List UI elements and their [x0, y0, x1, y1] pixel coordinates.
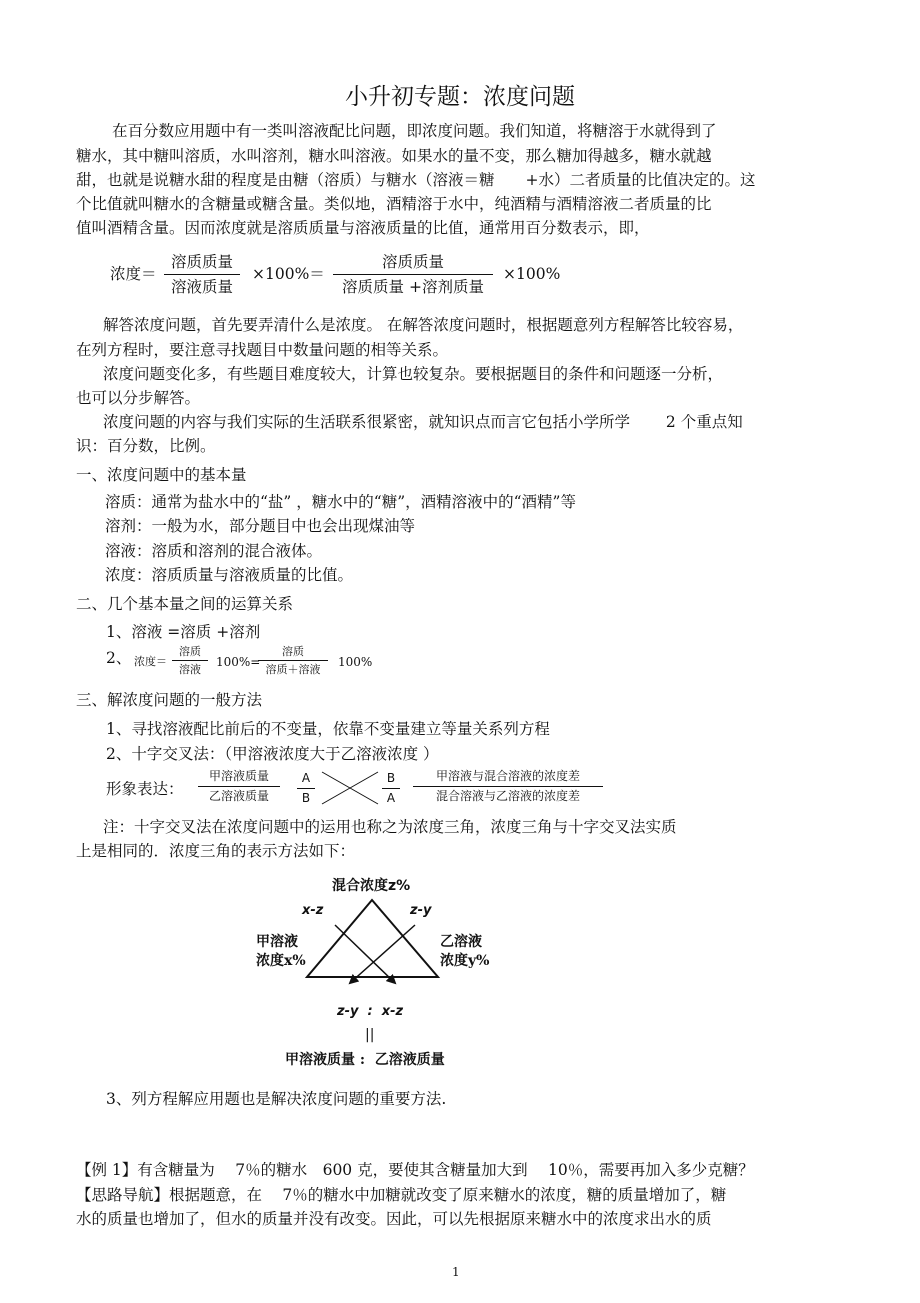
fraction-denominator: 乙溶液质量 [208, 789, 269, 803]
paragraph-line: 浓度问题的内容与我们实际的生活联系很紧密，就知识点而言它包括小学所学 2 个重点知 [103, 413, 743, 431]
mix-concentration-label: 混合浓度z% [332, 878, 411, 894]
intro-line: 个比值就叫糖水的含糖量或糖含量。类似地，酒精溶于水中，纯酒精与酒精溶液二者质量的比 [76, 195, 712, 213]
small-formula-lhs: 浓度＝ [134, 655, 167, 668]
note-line: 注：十字交叉法在浓度问题中的运用也称之为浓度三角，浓度三角与十字交叉法实质 [103, 818, 677, 836]
section-heading: 二、几个基本量之间的运算关系 [76, 595, 294, 613]
difference-ratio: z-y : x-z [337, 1004, 404, 1019]
fraction-numerator: 溶质 [172, 645, 208, 661]
method-item: 2、十字交叉法：（甲溶液浓度大于乙溶液浓度 ） [106, 745, 439, 763]
formula-lhs: 浓度＝ [110, 265, 157, 283]
intro-line: 在百分数应用题中有一类叫溶液配比问题，即浓度问题。我们知道，将糖溶于水就得到了 [112, 122, 717, 140]
triangle-svg [250, 870, 520, 1080]
definition-item: 溶质：通常为盐水中的“盐” ，糖水中的“糖”，酒精溶液中的“酒精”等 [105, 493, 576, 511]
small-fraction-1 [172, 645, 208, 676]
example-question: 【例 1】有含糖量为 7％的糖水 600 克，要使其含糖量加大到 10％，需要再加入多少克糖？ [76, 1161, 754, 1179]
relation-label: 2、 [106, 649, 132, 667]
edge-label-left: x-z [302, 903, 324, 918]
small-fraction-2 [258, 645, 328, 676]
label-pair-left [297, 771, 315, 806]
intro-line: 糖水，其中糖叫溶质，水叫溶剂，糖水叫溶液。如果水的量不变，那么糖加得越多，糖水就越 [76, 147, 712, 165]
relation-item: 1、溶液 =溶质 +溶剂 [106, 623, 261, 641]
paragraph-line: 在列方程时，要注意寻找题目中数量问题的相等关系。 [76, 341, 449, 359]
method-item: 1、寻找溶液配比前后的不变量，依靠不变量建立等量关系列方程 [106, 720, 550, 738]
section-heading: 三、解浓度问题的一般方法 [76, 691, 263, 709]
paragraph-line: 识：百分数，比例。 [76, 437, 216, 455]
edge-label-right: z-y [410, 903, 432, 918]
label-a: A [386, 791, 396, 805]
method-item: 3、列方程解应用题也是解决浓度问题的重要方法. [106, 1090, 447, 1108]
page-title: 小升初专题：浓度问题 [345, 84, 575, 110]
example-analysis: 水的质量也增加了，但水的质量并没有改变。因此，可以先根据原来糖水中的浓度求出水的质 [76, 1210, 712, 1228]
solution-b-concentration: 浓度y% [440, 953, 490, 969]
label-b: B [382, 771, 400, 789]
mass-ratio-fraction [198, 769, 280, 804]
fraction-denominator: 溶液质量 [170, 278, 233, 296]
fraction-2 [333, 252, 493, 297]
formula-mid: ×100%＝ [252, 265, 325, 283]
fraction-1 [164, 252, 240, 297]
fraction-numerator: 甲溶液与混合溶液的浓度差 [413, 769, 603, 787]
arrow-left [335, 925, 395, 983]
fraction-denominator: 溶质质量 +溶剂质量 [342, 278, 484, 296]
arrow-right [350, 925, 415, 983]
paragraph-line: 也可以分步解答。 [76, 389, 201, 407]
intro-line: 值叫酒精含量。因而浓度就是溶质质量与溶液质量的比值，通常用百分数表示，即， [76, 219, 650, 237]
fraction-numerator: 溶质 [258, 645, 328, 661]
fraction-denominator: 溶液 [179, 663, 201, 676]
concentration-diff-fraction [413, 769, 603, 804]
section-heading: 一、浓度问题中的基本量 [76, 466, 247, 484]
fraction-denominator: 溶质＋溶液 [265, 663, 321, 676]
solution-a-label: 甲溶液 [256, 934, 298, 950]
solution-b-label: 乙溶液 [440, 934, 482, 950]
label-a: A [297, 771, 315, 789]
label-pair-right [382, 771, 400, 806]
definition-item: 浓度：溶质质量与溶液质量的比值。 [105, 566, 354, 584]
paragraph-line: 解答浓度问题，首先要弄清什么是浓度。 在解答浓度问题时，根据题意列方程解答比较容易， [103, 316, 744, 334]
intro-line: 甜，也就是说糖水甜的程度是由糖（溶质）与糖水（溶液＝糖 +水）二者质量的比值决定的。这 [76, 171, 756, 189]
formula-tail: ×100% [503, 265, 561, 283]
page-number: 1 [452, 1265, 460, 1279]
definition-item: 溶剂：一般为水，部分题目中也会出现煤油等 [105, 517, 416, 535]
example-analysis: 【思路导航】根据题意，在 7％的糖水中加糖就改变了原来糖水的浓度，糖的质量增加了，糖 [76, 1186, 727, 1204]
small-formula-mid: 100%= [216, 655, 261, 669]
cross-icon [318, 768, 382, 808]
expression-label: 形象表达： [106, 780, 184, 798]
fraction-denominator: 混合溶液与乙溶液的浓度差 [435, 789, 580, 803]
paragraph-line: 浓度问题变化多，有些题目难度较大，计算也较复杂。要根据题目的条件和问题逐一分析， [103, 365, 724, 383]
fraction-numerator: 甲溶液质量 [198, 769, 280, 787]
fraction-numerator: 溶质质量 [164, 252, 240, 275]
note-line: 上是相同的．浓度三角的表示方法如下： [76, 842, 356, 860]
label-b: B [301, 791, 311, 805]
mass-ratio-label: 甲溶液质量 : 乙溶液质量 [285, 1052, 445, 1068]
equality-mark: || [365, 1027, 375, 1043]
solution-a-concentration: 浓度x% [256, 953, 306, 969]
small-formula-tail: 100% [338, 655, 373, 669]
fraction-numerator: 溶质质量 [333, 252, 493, 275]
definition-item: 溶液：溶质和溶剂的混合液体。 [105, 542, 323, 560]
